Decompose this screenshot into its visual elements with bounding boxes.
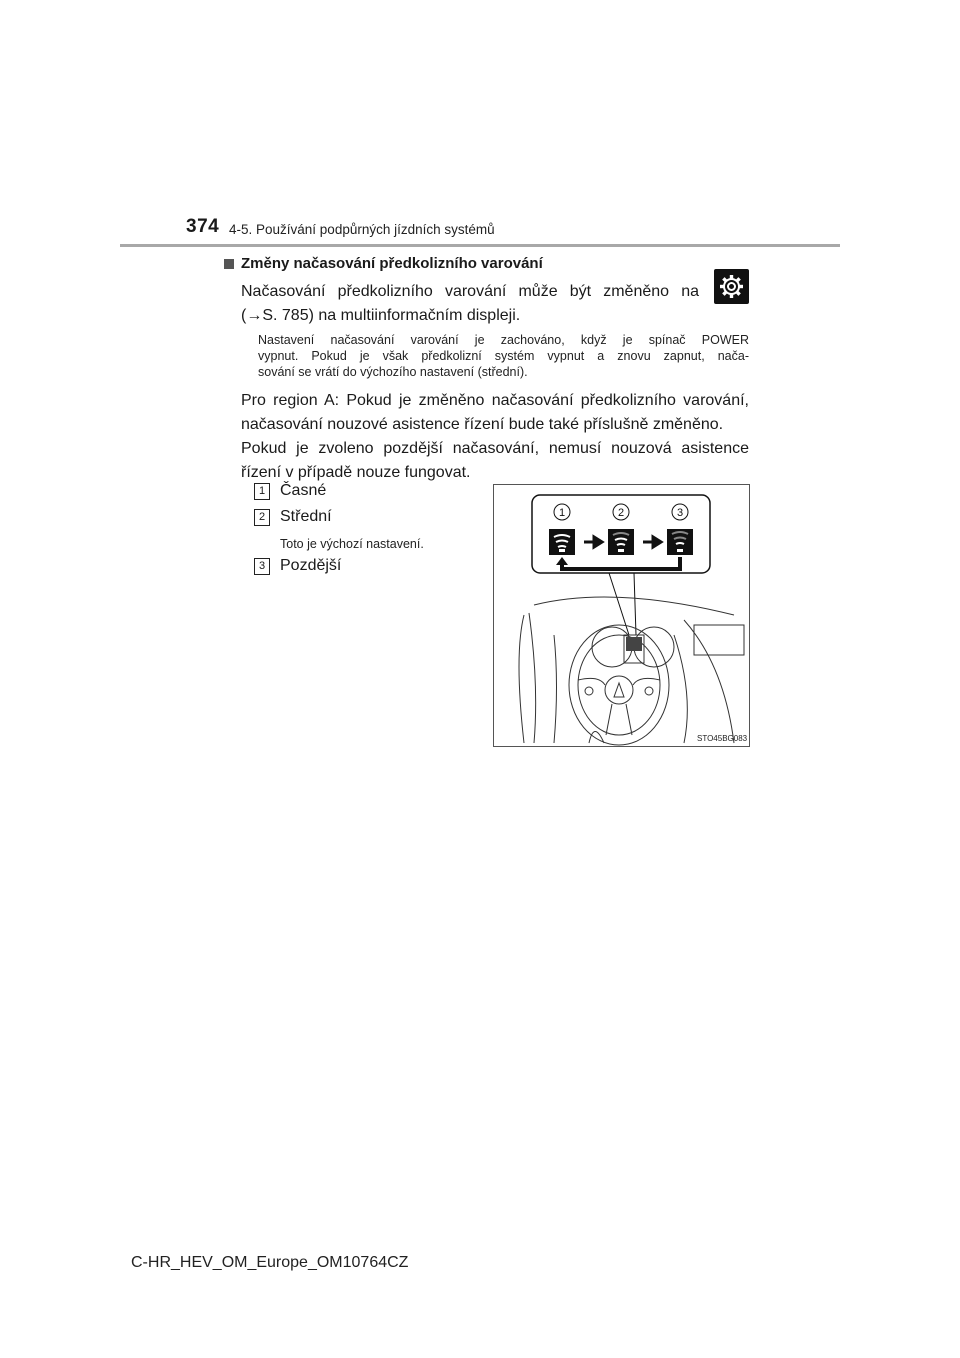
intro-line-2: (→S. 785) na multiinformačním displeji. <box>241 307 521 324</box>
chapter-title: 4-5. Používání podpůrných jízdních systémů <box>229 222 495 237</box>
header-divider <box>120 244 840 247</box>
section-heading: Změny načasování předkolizního varování <box>241 255 543 272</box>
note-line-1: Nastavení načasování varování je zachováno, když je spínač POWER <box>258 333 749 347</box>
figure-callout-3 <box>672 504 688 520</box>
svg-text:2: 2 <box>617 507 625 519</box>
para2-line-1: Pro region A: Pokud je změněno načasování předkolizního varování, <box>241 392 749 409</box>
figure-code: STO45BG083 <box>697 734 748 743</box>
para2-line-2: načasování nouzové asistence řízení bude také příslušně změněno. <box>241 416 724 433</box>
heading-marker-icon <box>224 259 234 269</box>
figure-callout-2 <box>613 504 629 520</box>
para3-line-1: Pokud je zvoleno pozdější načasování, nemusí nouzová asistence <box>241 440 749 457</box>
item-label-late: Pozdější <box>280 557 342 574</box>
figure-illustration <box>493 484 750 747</box>
item-note-default: Toto je výchozí nastavení. <box>280 537 424 551</box>
warning-timing-middle-icon <box>608 529 634 555</box>
warning-timing-late-icon <box>667 529 693 555</box>
item-number-3: 3 <box>254 558 270 575</box>
item-number-2: 2 <box>254 509 270 526</box>
page-number: 374 <box>186 216 220 237</box>
para3-line-2: řízení v případě nouze fungovat. <box>241 464 471 481</box>
figure-callout-1 <box>554 504 570 520</box>
intro-line-1: Načasování předkolizního varování může být změněno na <box>241 283 699 300</box>
item-label-middle: Střední <box>280 508 332 525</box>
item-number-1: 1 <box>254 483 270 500</box>
svg-text:1: 1 <box>558 507 566 519</box>
steering-wheel-display-illustration <box>494 485 749 746</box>
svg-text:3: 3 <box>676 507 684 519</box>
item-label-early: Časné <box>280 482 327 499</box>
settings-gear-icon <box>714 269 749 304</box>
warning-timing-early-icon <box>549 529 575 555</box>
note-line-2: vypnut. Pokud je však předkolizní systém vypnut a znovu zapnut, nača- <box>258 349 749 363</box>
document-id: C-HR_HEV_OM_Europe_OM10764CZ <box>131 1254 409 1271</box>
note-line-3: sování se vrátí do výchozího nastavení (střední). <box>258 365 528 379</box>
